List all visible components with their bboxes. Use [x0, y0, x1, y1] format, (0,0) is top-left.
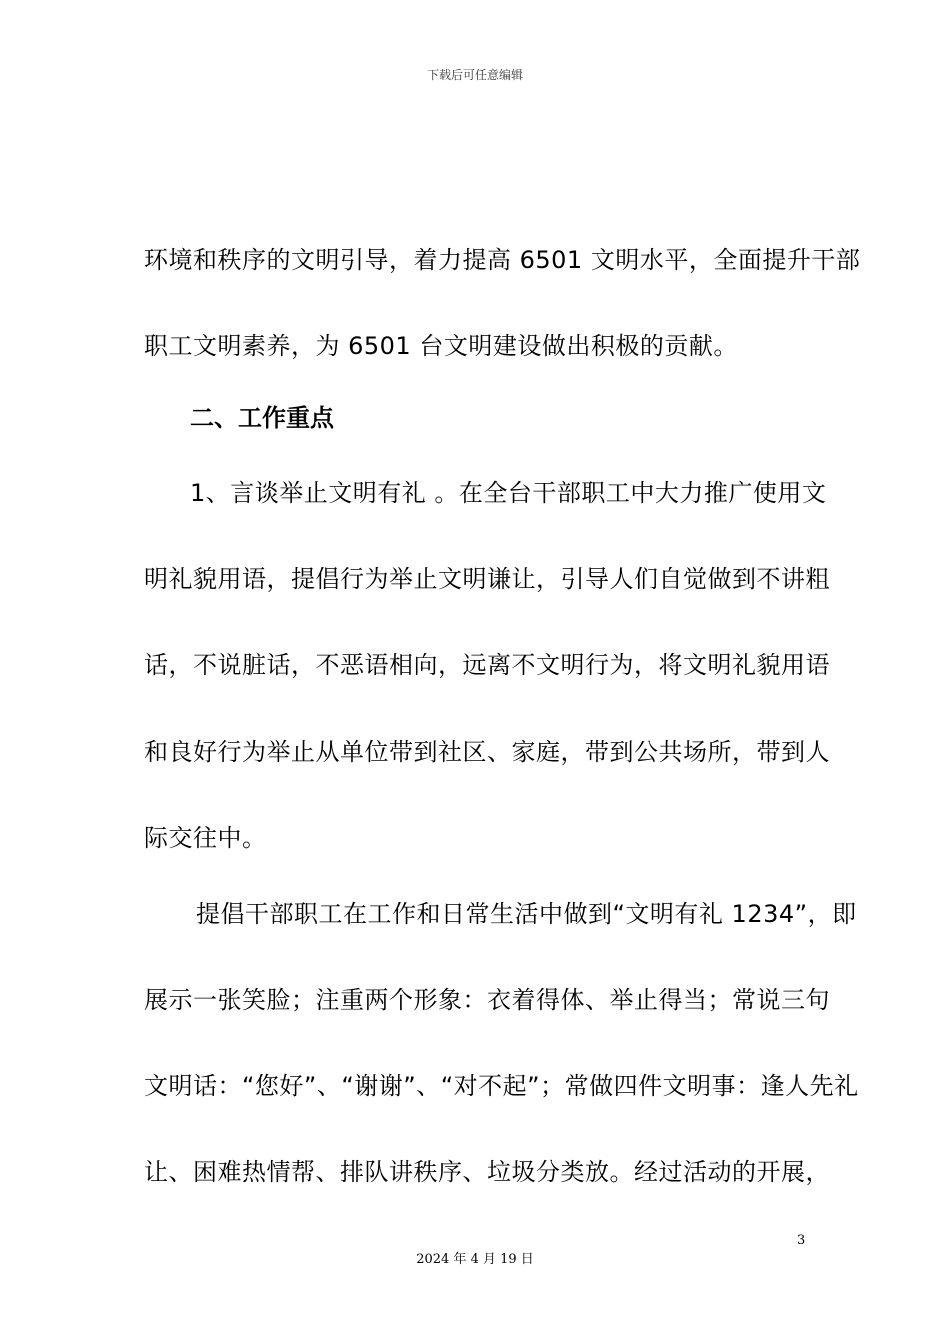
header-note: 下载后可任意编辑: [426, 68, 523, 82]
paragraph-line: 展示一张笑脸；注重两个形象：衣着得体、举止得当；常说三句: [144, 986, 830, 1014]
paragraph-line: 文明话：“您好”、“谢谢”、“对不起”；常做四件文明事：逢人先礼: [144, 1072, 859, 1100]
footer-date: 2024 年 4 月 19 日: [416, 1252, 534, 1267]
section-heading: 二、工作重点: [190, 404, 334, 432]
paragraph-line: 环境和秩序的文明引导，着力提高 6501 文明水平，全面提升干部: [144, 246, 861, 274]
paragraph-line: 际交往中。: [144, 824, 267, 852]
paragraph-line: 让、困难热情帮、排队讲秩序、垃圾分类放。经过活动的开展，: [144, 1158, 830, 1186]
paragraph-line: 职工文明素养，为 6501 台文明建设做出积极的贡献。: [144, 332, 738, 360]
paragraph-line: 1、言谈举止文明有礼 。在全台干部职工中大力推广使用文: [190, 479, 827, 507]
paragraph-line: 和良好行为举止从单位带到社区、家庭，带到公共场所，带到人: [144, 738, 830, 766]
paragraph-line: 提倡干部职工在工作和日常生活中做到“文明有礼 1234”，即: [196, 900, 857, 928]
paragraph-line: 话，不说脏话，不恶语相向，远离不文明行为，将文明礼貌用语: [144, 651, 830, 679]
paragraph-line: 明礼貌用语，提倡行为举止文明谦让，引导人们自觉做到不讲粗: [144, 565, 830, 593]
page-number: 3: [797, 1233, 806, 1248]
